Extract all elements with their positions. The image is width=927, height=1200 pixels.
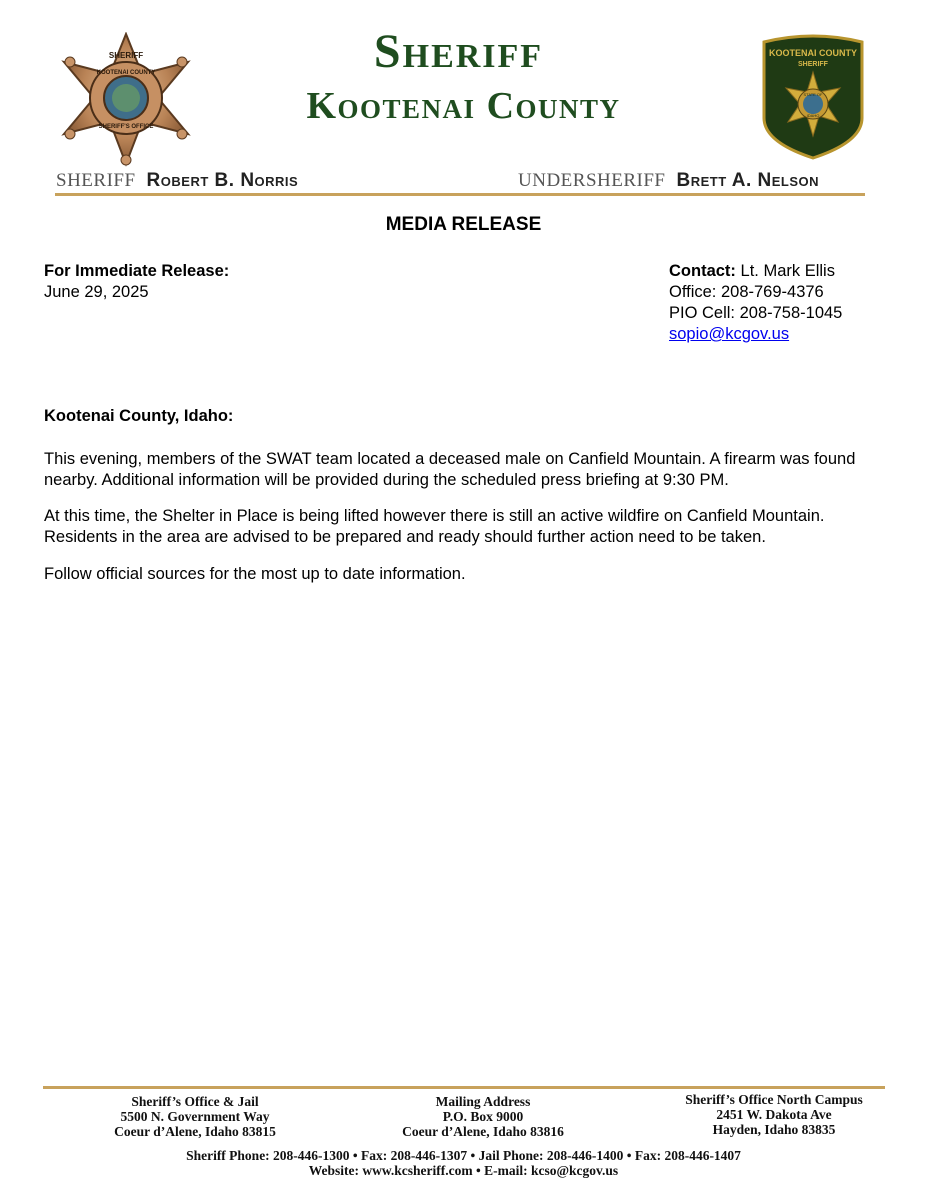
patch-seal-top-text: STATE OF (803, 92, 823, 97)
undersheriff-name-line (518, 167, 819, 193)
undersheriff-name: Brett A. Nelson (676, 170, 820, 191)
footer-north-campus-title: Sheriff’s Office North Campus (685, 1092, 863, 1107)
undersheriff-label: UNDERSHERIFF (518, 170, 666, 191)
pio-cell: PIO Cell: 208-758-1045 (669, 304, 843, 322)
patch-line2-text: SHERIFF (798, 61, 828, 68)
header-title-text: Sheriff (373, 25, 544, 78)
for-release-label: For Immediate Release: (44, 262, 230, 280)
body-paragraph-3: Follow official sources for the most up to date information. (44, 565, 466, 583)
body-paragraph-2: At this time, the Shelter in Place is being lifted however there is still an active wildfire on Canfield Mountain. Residents in the area are advised to be prepared and ready should further action need to be taken. (44, 507, 825, 546)
contact-label: Contact: (669, 262, 736, 280)
footer-web: Website: www.kcsheriff.com • E-mail: kcso@kcgov.us (308, 1163, 619, 1178)
sheriff-label: SHERIFF (56, 170, 136, 191)
office-phone: Office: 208-769-4376 (669, 283, 824, 301)
contact-info (669, 261, 842, 345)
footer-mailing-line2: Coeur d’Alene, Idaho 83816 (402, 1124, 564, 1139)
badge-ring-bottom-text: SHERIFF'S OFFICE (98, 124, 154, 130)
contact-name: Lt. Mark Ellis (740, 262, 835, 280)
footer-north-campus (664, 1092, 884, 1137)
release-info (44, 261, 229, 303)
sheriff-patch-logo (758, 34, 868, 162)
body-paragraph-1: This evening, members of the SWAT team located a deceased male on Canfield Mountain. A firearm was found nearby. Additional information will be provided during the scheduled press briefing at 9:30 PM. (44, 450, 856, 489)
location-heading: Kootenai County, Idaho: (44, 407, 234, 425)
footer-office-jail-line2: Coeur d’Alene, Idaho 83815 (114, 1124, 276, 1139)
header-county-text: Kootenai County (306, 85, 621, 127)
sheriff-name: Robert B. Norris (146, 170, 299, 191)
footer-mailing (383, 1094, 583, 1139)
badge-ring-top-text: KOOTENAI COUNTY (96, 70, 156, 76)
footer-mailing-title: Mailing Address (435, 1094, 531, 1109)
footer-phones: Sheriff Phone: 208-446-1300 • Fax: 208-446-1307 • Jail Phone: 208-446-1400 • Fax: 208-446-1407 (186, 1148, 741, 1163)
footer-office-jail-line1: 5500 N. Government Way (120, 1109, 270, 1124)
badge-top-text: SHERIFF (108, 51, 144, 60)
footer-office-jail-title: Sheriff’s Office & Jail (131, 1094, 259, 1109)
footer-north-campus-line2: Hayden, Idaho 83835 (712, 1122, 836, 1137)
patch-seal-bottom-text: IDAHO (806, 113, 820, 118)
footer-divider (43, 1086, 885, 1089)
footer-office-jail (95, 1094, 295, 1139)
contact-email-link[interactable]: sopio@kcgov.us (669, 325, 790, 343)
footer-north-campus-line1: 2451 W. Dakota Ave (716, 1107, 832, 1122)
header-divider (55, 193, 865, 196)
footer-mailing-line1: P.O. Box 9000 (442, 1109, 524, 1124)
patch-line1-text: KOOTENAI COUNTY (768, 48, 858, 58)
contact-line (669, 261, 842, 282)
release-date: June 29, 2025 (44, 283, 149, 301)
sheriff-name-line (56, 167, 298, 193)
media-release-heading: MEDIA RELEASE (385, 214, 542, 235)
